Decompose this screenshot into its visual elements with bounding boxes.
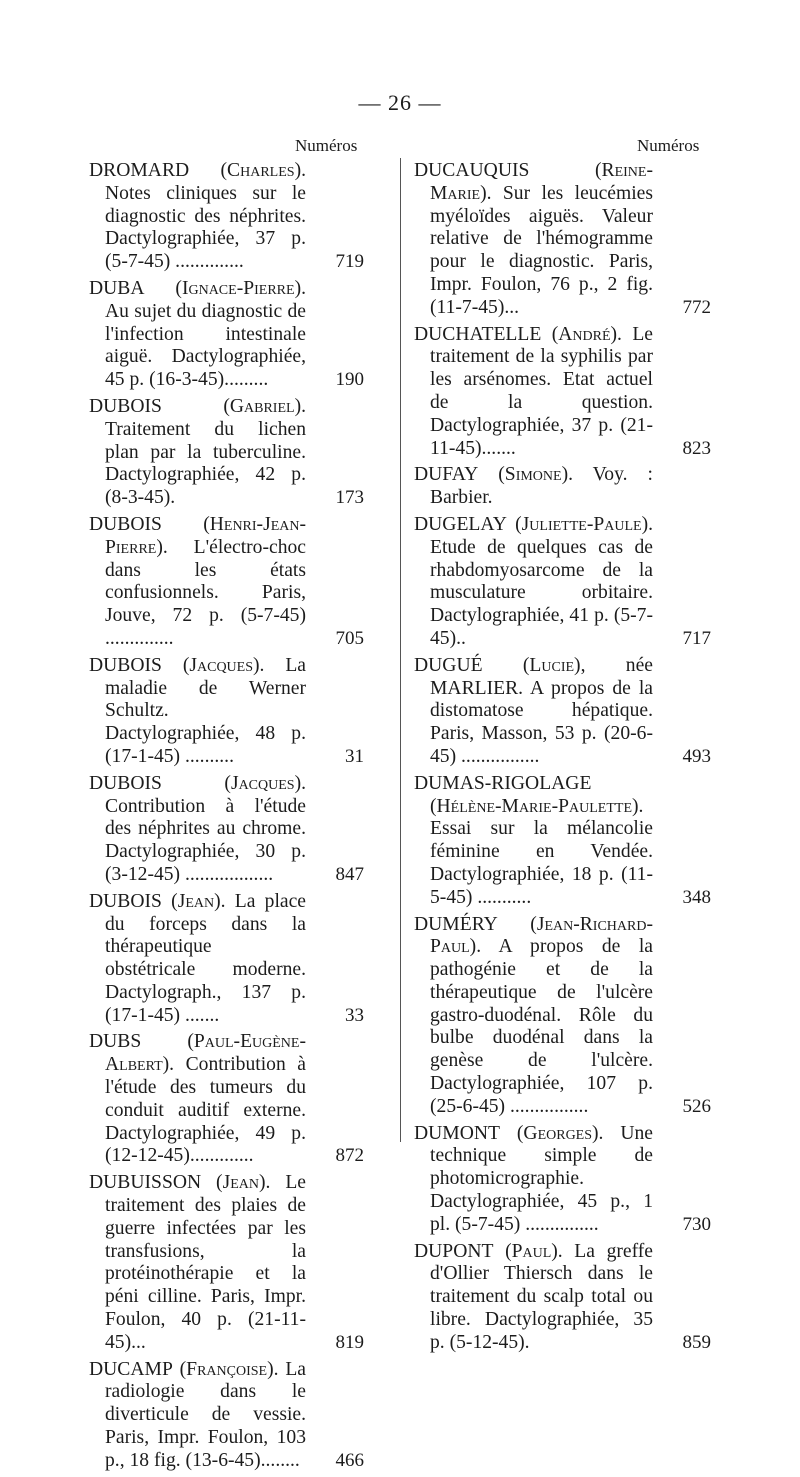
entry — [89, 1359, 364, 1473]
left-column — [89, 160, 364, 1477]
entry-body: Au sujet du diagnostic de l'infection intestinale aiguë. Dactylographiée, 45 p. (16-3-45)......... — [105, 300, 306, 391]
entry-body: La radiologie dans le diverticule de vessie. Paris, Impr. Foulon, 103 p., 18 fig. (13-6-45)........ — [105, 1358, 306, 1471]
entry-name: DUMÉRY — [414, 913, 498, 935]
entry-body: Traitement du lichen plan par la tuberculine. Dactylographiée, 42 p. (8-3-45). — [105, 418, 306, 509]
entry-number: 33 — [345, 1004, 364, 1026]
entry-number: 190 — [335, 369, 364, 391]
entry-body: Une technique simple de photomicrographie. Dactylographiée, 45 p., 1 pl. (5-7-45) ............... — [430, 1122, 653, 1235]
entry-name: DUBA — [89, 277, 145, 299]
entry-body: née MARLIER. A propos de la distomatose hépatique. Paris, Masson, 53 p. (20-6-45) ................ — [430, 654, 653, 767]
entry-number: 31 — [345, 745, 364, 767]
entry-given: (Ignace-Pierre). — [144, 277, 306, 299]
entry-given: (Georges). — [500, 1122, 604, 1144]
entry — [89, 278, 364, 392]
entry-number: 493 — [682, 745, 711, 767]
entry-given: (Jean-Richard-Paul). — [430, 913, 653, 958]
entry — [414, 1241, 711, 1355]
entry — [414, 773, 711, 910]
entry-body: La greffe d'Ollier Thiersch dans le traitement du scalp total ou libre. Dactylographiée, 35 p. (5-12-45). — [430, 1240, 653, 1353]
entry — [89, 891, 364, 1028]
entry — [89, 396, 364, 510]
entry-body: Le traitement des plaies de guerre infectées par les transfusions, la protéinothérapie et la péni cilline. Paris, Impr. Foulon, 40 p. (21-11-45)... — [105, 1172, 306, 1353]
entry-name: DUBOIS — [89, 890, 162, 912]
entry — [89, 514, 364, 651]
entry-body: Notes cliniques sur le diagnostic des néphrites. Dactylographiée, 37 p. (5-7-45) .............. — [105, 182, 306, 273]
entry-body: Contribution à l'étude des tumeurs du conduit auditif externe. Dactylographiée, 49 p. (12-12-45)............. — [105, 1054, 306, 1167]
entry — [414, 160, 711, 320]
entry — [414, 1123, 711, 1237]
entry — [414, 514, 711, 651]
entry-name: DUCAMP — [89, 1358, 173, 1380]
entry — [414, 324, 711, 461]
entry-body: Voy. : Barbier. — [430, 464, 653, 509]
entry — [89, 773, 364, 887]
entry-given: (Hélène-Marie-Paulette). — [430, 795, 644, 817]
entry-body: L'électro-choc dans les états confusionnels. Paris, Jouve, 72 p. (5-7-45) .............. — [105, 536, 306, 649]
entry-number: 819 — [335, 1331, 364, 1353]
entry-given: (Paul). — [493, 1240, 563, 1262]
entry — [414, 914, 711, 1119]
entry — [89, 1172, 364, 1354]
entry-body: A propos de la pathogénie et de la thérapeutique de l'ulcère gastro-duodénal. Rôle du bulbe duodénal dans la genèse de l'ulcère. Dactylographiée, 107 p. (25-6-45) ................ — [430, 936, 653, 1117]
entry-number: 719 — [335, 251, 364, 273]
entry-name: DUGELAY — [414, 513, 507, 535]
entry-given: (Gabriel). — [161, 395, 306, 417]
entry-number: 705 — [335, 627, 364, 649]
entry — [89, 160, 364, 274]
entry-number: 872 — [335, 1145, 364, 1167]
entry-body: Le traitement de la syphilis par les arsénomes. Etat actuel de la question. Dactylographiée, 37 p. (21-11-45)....... — [430, 323, 653, 459]
entry-name: DUMAS-RIGOLAGE — [414, 772, 592, 794]
entry-number: 847 — [335, 863, 364, 885]
entry-name: DUGUÉ — [414, 654, 483, 676]
entry-name: DUFAY — [414, 464, 479, 486]
entry — [89, 655, 364, 769]
entry-name: DUBOIS — [89, 772, 162, 794]
entry-name: DUPONT — [414, 1240, 494, 1262]
entry-body: Sur les leucémies myéloïdes aiguës. Valeur relative de l'hémogramme pour le diagnostic. Paris, Impr. Foulon, 76 p., 2 fig. (11-7-45)... — [430, 182, 653, 318]
entry-name: DUBOIS — [89, 513, 162, 535]
entry — [414, 655, 711, 769]
entry-number: 526 — [682, 1095, 711, 1117]
entry-given: (Lucie), — [482, 654, 586, 676]
entry-name: DUBOIS — [89, 395, 162, 417]
entry-name: DUMONT — [414, 1122, 500, 1144]
entry-given: (Paul-Eugène-Albert). — [105, 1031, 306, 1076]
entry-body: La place du forceps dans la thérapeutique obstétricale moderne. Dactylograph., 137 p. (17-1-45) ....... — [105, 890, 306, 1026]
left-column-header: Numéros — [295, 136, 358, 155]
entry-number: 717 — [682, 627, 711, 649]
entry-given: (Jean). — [201, 1172, 271, 1194]
entry-given: (Jacques). — [161, 772, 306, 794]
entry-given: (Reine-Marie). — [430, 160, 653, 204]
entry-given: (Simone). — [478, 464, 574, 486]
column-divider — [400, 158, 401, 1142]
entry-body: Etude de quelques cas de rhabdomyosarcome de la musculature orbitaire. Dactylographiée, 41 p. (5-7-45).. — [430, 536, 653, 649]
entry-name: DUBS — [89, 1031, 142, 1053]
entry-name: DUBUISSON — [89, 1172, 202, 1194]
entry-given: (André). — [541, 323, 622, 345]
entry — [89, 1031, 364, 1168]
entry-name: DUBOIS — [89, 654, 162, 676]
entry-given: (Henri-Jean-Pierre). — [105, 513, 306, 558]
entry-number: 859 — [682, 1331, 711, 1353]
entry-name: DUCAUQUIS — [414, 160, 530, 181]
entry-number: 173 — [335, 487, 364, 509]
entry-given: (Françoise). — [172, 1358, 279, 1380]
entry-number: 348 — [682, 886, 711, 908]
entry-number: 730 — [682, 1213, 711, 1235]
entry-given: (Charles). — [189, 160, 306, 181]
entry — [414, 464, 711, 510]
entry-given: (Juliette-Paule). — [506, 513, 653, 535]
page-number: — 26 — — [358, 90, 442, 115]
entry-body: Essai sur la mélancolie féminine en Vendée. Dactylographiée, 18 p. (11-5-45) ........... — [430, 818, 653, 908]
entry-name: DUCHATELLE — [414, 323, 542, 345]
entry-number: 466 — [335, 1449, 364, 1471]
entry-number: 823 — [682, 437, 711, 459]
entry-name: DROMARD — [89, 160, 190, 181]
entry-body: Contribution à l'étude des néphrites au chrome. Dactylographiée, 30 p. (3-12-45) .................. — [105, 795, 306, 885]
right-column — [414, 160, 711, 1359]
entry-number: 772 — [682, 296, 711, 318]
right-column-header: Numéros — [637, 136, 700, 155]
entry-given: (Jacques). — [161, 654, 265, 676]
entry-given: (Jean). — [161, 890, 226, 912]
entry-body: La maladie de Werner Schultz. Dactylographiée, 48 p. (17-1-45) .......... — [105, 654, 306, 767]
